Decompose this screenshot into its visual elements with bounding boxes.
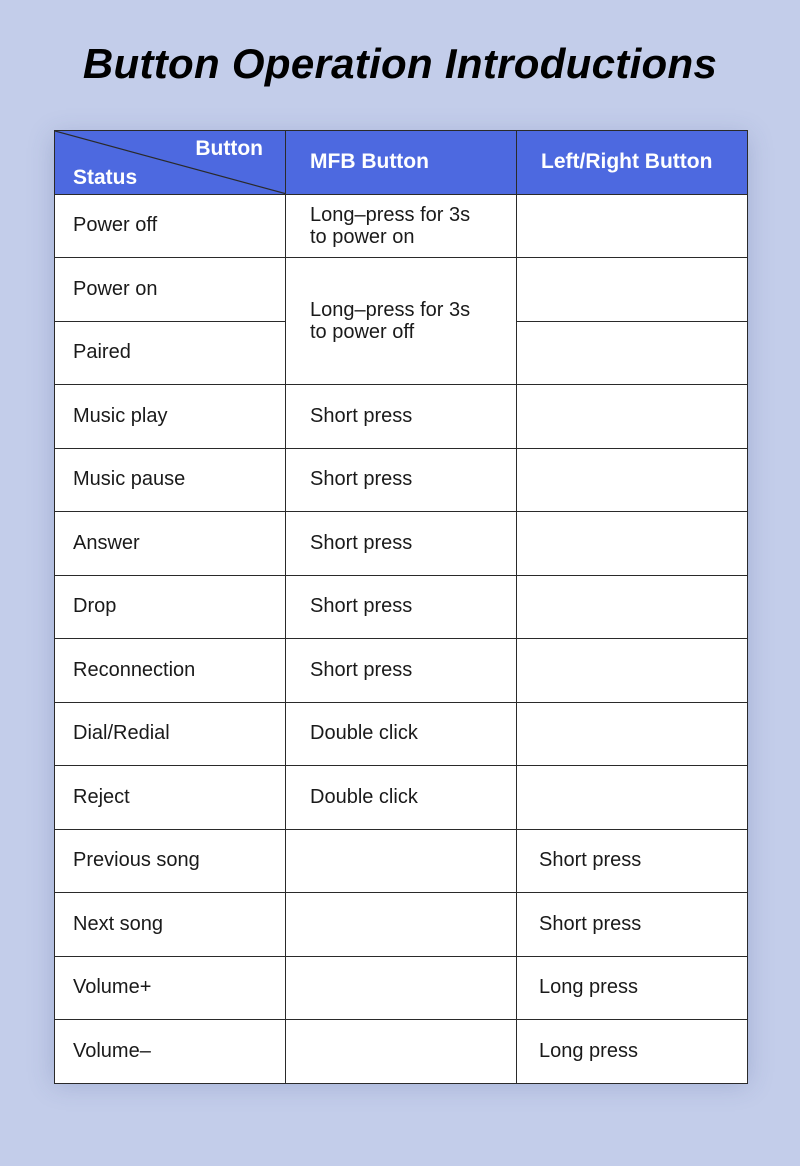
column-header-mfb: MFB Button xyxy=(286,131,517,195)
table-row xyxy=(55,639,748,703)
mfb-cell: Double click xyxy=(286,766,517,830)
status-cell: Reconnection xyxy=(55,639,286,703)
left-right-cell xyxy=(517,448,748,512)
button-operation-table-container xyxy=(54,130,747,1078)
status-cell: Next song xyxy=(55,893,286,957)
mfb-cell: Long–press for 3s to power on xyxy=(286,194,517,258)
table-row xyxy=(55,1020,748,1084)
left-right-cell xyxy=(517,766,748,830)
left-right-cell xyxy=(517,321,748,385)
status-cell: Volume+ xyxy=(55,956,286,1020)
table-row xyxy=(55,702,748,766)
button-operation-table xyxy=(54,130,748,1084)
table-row xyxy=(55,385,748,449)
status-cell: Reject xyxy=(55,766,286,830)
left-right-cell xyxy=(517,639,748,703)
table-row xyxy=(55,258,748,322)
status-cell: Dial/Redial xyxy=(55,702,286,766)
table-row xyxy=(55,956,748,1020)
status-cell: Answer xyxy=(55,512,286,576)
page-title: Button Operation Introductions xyxy=(82,40,718,87)
status-cell: Power on xyxy=(55,258,286,322)
left-right-cell: Long press xyxy=(517,1020,748,1084)
mfb-cell: Double click xyxy=(286,702,517,766)
table-row xyxy=(55,766,748,830)
status-cell: Previous song xyxy=(55,829,286,893)
status-cell: Volume– xyxy=(55,1020,286,1084)
left-right-cell: Long press xyxy=(517,956,748,1020)
mfb-cell: Short press xyxy=(286,575,517,639)
status-cell: Paired xyxy=(55,321,286,385)
table-row xyxy=(55,194,748,258)
status-cell: Power off xyxy=(55,194,286,258)
corner-label-status: Status xyxy=(73,165,138,189)
left-right-cell xyxy=(517,258,748,322)
left-right-cell xyxy=(517,702,748,766)
left-right-cell xyxy=(517,385,748,449)
column-header-left-right: Left/Right Button xyxy=(517,131,748,195)
left-right-cell xyxy=(517,194,748,258)
mfb-cell xyxy=(286,893,517,957)
table-row xyxy=(55,512,748,576)
status-cell: Drop xyxy=(55,575,286,639)
table-row xyxy=(55,575,748,639)
mfb-cell xyxy=(286,1020,517,1084)
status-cell: Music pause xyxy=(55,448,286,512)
mfb-cell-merged: Long–press for 3s to power off xyxy=(286,258,517,385)
corner-label-button: Button xyxy=(195,137,263,160)
left-right-cell xyxy=(517,575,748,639)
mfb-cell: Short press xyxy=(286,639,517,703)
left-right-cell xyxy=(517,512,748,576)
left-right-cell: Short press xyxy=(517,893,748,957)
mfb-cell: Short press xyxy=(286,385,517,449)
table-row xyxy=(55,448,748,512)
mfb-cell: Short press xyxy=(286,448,517,512)
left-right-cell: Short press xyxy=(517,829,748,893)
table-row xyxy=(55,829,748,893)
corner-header-cell xyxy=(55,131,286,195)
mfb-cell xyxy=(286,829,517,893)
table-header-row xyxy=(55,131,748,195)
table-row xyxy=(55,893,748,957)
mfb-cell xyxy=(286,956,517,1020)
status-cell: Music play xyxy=(55,385,286,449)
mfb-cell: Short press xyxy=(286,512,517,576)
